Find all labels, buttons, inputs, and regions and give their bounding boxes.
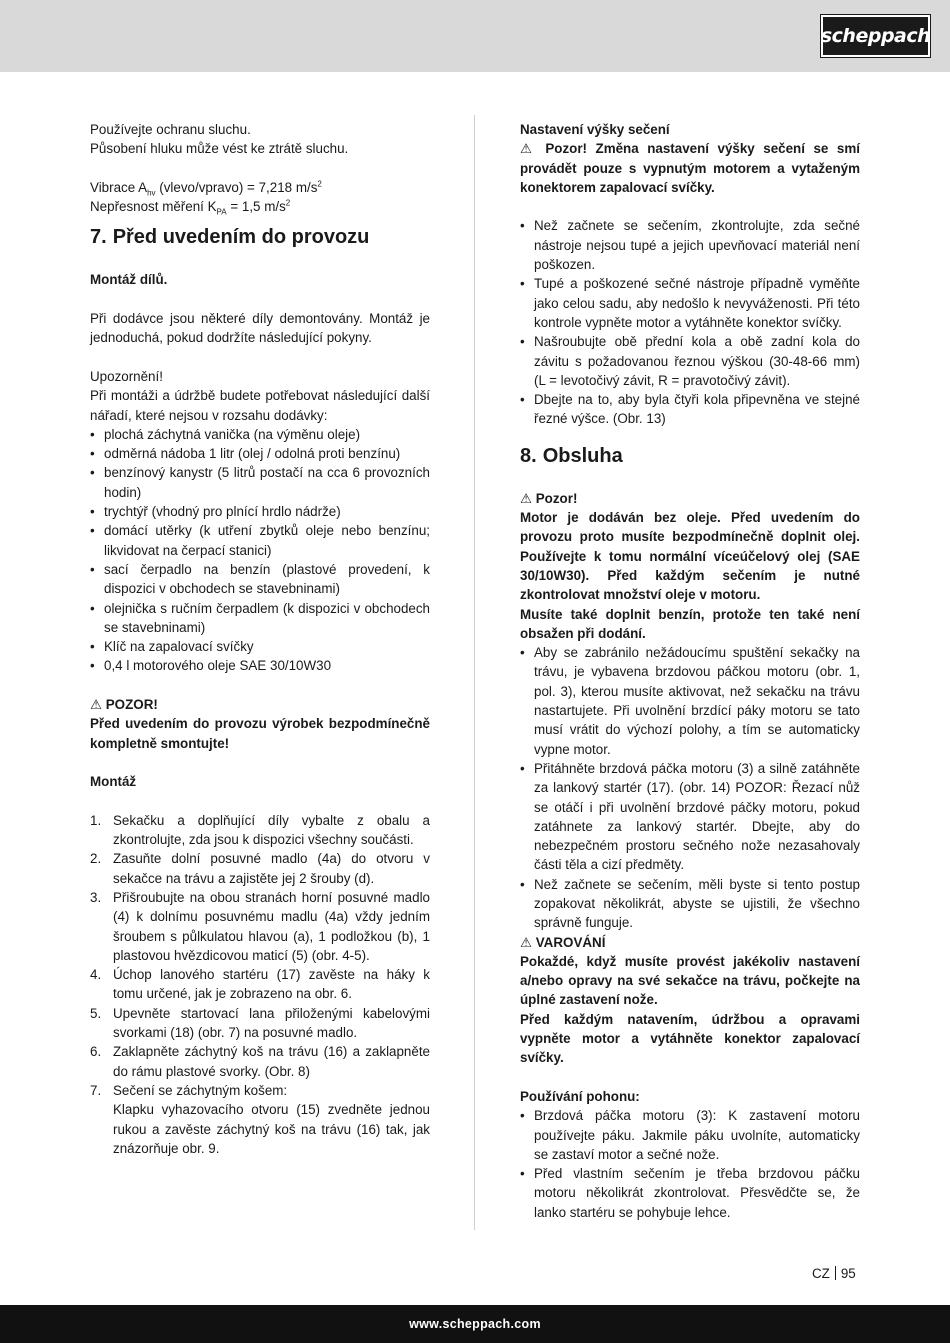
list-item: 4. Úchop lanového startéru (17) zavěste na háky k tomu určené, jak je zobrazeno na obr. 6. xyxy=(90,967,430,1002)
warning-text-1: Pokaždé, když musíte provést jakékoliv nastavení a/nebo opravy na své sekačce na trávu, počkejte na úplné zastavení nože. xyxy=(520,953,860,1008)
cutting-height-heading: Nastavení výšky sečení xyxy=(520,122,670,137)
fuel-warning-text: Musíte také doplnit benzín, protože ten také není obsažen při dodání. xyxy=(520,606,860,641)
website-link[interactable]: www.scheppach.com xyxy=(409,1317,541,1331)
list-item: • benzínový kanystr (5 litrů postačí na cca 6 provozních hodin) xyxy=(90,463,430,502)
cutting-height-warning: ⚠ Pozor! Změna nastavení výšky sečení se smí provádět pouze s vypnutým motorem a vytaženým konektorem zapalovací svíčky. xyxy=(520,141,860,195)
list-item: 6. Zaklapněte záchytný koš na trávu (16) a zaklapněte do rámu plastové svorky. (Obr. 8) xyxy=(90,1044,430,1079)
list-item: • sací čerpadlo na benzín (plastové provedení, k dispozici v obchodech se stavebninami) xyxy=(90,560,430,599)
list-item: • Než začnete se sečením, měli byste si tento postup zopakovat několikrát, abyste se ujistili, že všechno správně funguje. xyxy=(520,875,860,933)
list-item: • Před vlastním sečením je třeba brzdovou páčku motoru několikrát zkontrolovat. Přesvědčte se, že lanko startéru se pohybuje lehce. xyxy=(520,1164,860,1222)
uncertainty-value: Nepřesnost měření $K_{PA} = 1,5$ $m/s^2$ xyxy=(90,198,291,217)
assembly-heading: Montáž xyxy=(90,774,137,790)
intro-line-1: Používejte ochranu sluchu. xyxy=(90,122,251,137)
drive-usage-heading: Používání pohonu: xyxy=(520,1088,640,1104)
list-item: 1. Sekačku a doplňující díly vybalte z obalu a zkontrolujte, zda jsou k dispozici všechny součásti. xyxy=(90,812,430,848)
notice-text: Při montáži a údržbě budete potřebovat následující další nářadí, které nejsou v rozsahu dodávky: xyxy=(90,388,430,423)
list-item: • Přitáhněte brzdová páčka motoru (3) a silně zatáhněte za lankový startér (17). (obr. 14) POZOR: Řezací nůž se otáčí i při uvolnění brzdové páčky motoru, pokud zatáhnete za lankový startér. Dbejte, aby do nebezpečném prostoru sečného nože nezasahovaly části těla a cizí předměty. xyxy=(520,759,860,875)
operation-list xyxy=(520,643,860,932)
brand-logo: scheppach xyxy=(821,15,930,57)
list-item: • Dbejte na to, aby byla čtyři kola připevněna ve stejné řezné výšce. (Obr. 13) xyxy=(520,390,860,429)
page-number: CZ 95 xyxy=(812,1266,856,1281)
list-item: • domácí utěrky (k utření zbytků oleje nebo benzínu; likvidovat na čerpací stanici) xyxy=(90,521,430,560)
list-item: • Aby se zabránilo nežádoucímu spuštění sekačky na trávu, je vybavena brzdovou páčkou motoru (obr. 1, pol. 3), kterou musíte aktivovat, než sekačku na trávu nastartujete. Při uvolnění brzdící páky motoru se tato musí vrátit do výchozí polohy, a tím se automaticky vypne motor. xyxy=(520,643,860,759)
list-item: • olejnička s ručním čerpadlem (k dispozici v obchodech se stavebninami) xyxy=(90,599,430,638)
warning-heading: ⚠ VAROVÁNÍ xyxy=(520,934,606,950)
list-item: • 0,4 l motorového oleje SAE 30/10W30 xyxy=(90,656,430,675)
list-item: • Brzdová páčka motoru (3): K zastavení motoru používejte páku. Jakmile páku uvolníte, automaticky se zastaví motor a sečné nože. xyxy=(520,1106,860,1164)
list-item: • odměrná nádoba 1 litr (olej / odolná proti benzínu) xyxy=(90,444,430,463)
oil-warning-text: Motor je dodáván bez oleje. Před uvedením do provozu proto musíte bezpodmínečně doplnit olej. Používejte k tomu normální víceúčelový olej (SAE 30/10W30). Před každým sečením je nutné zkontrolovat množství oleje v motoru. xyxy=(520,510,860,603)
operation-caution-heading: ⚠ Pozor! xyxy=(520,490,578,506)
assembly-steps xyxy=(90,811,430,1158)
cutting-height-list xyxy=(520,216,860,428)
header-band xyxy=(0,0,950,72)
list-item: • plochá záchytná vanička (na výměnu oleje) xyxy=(90,425,430,444)
list-item: 5. Upevněte startovací lana přiloženými kabelovými svorkami (18) (obr. 7) na posuvné madlo. xyxy=(90,1005,430,1041)
list-item: • Než začnete se sečením, zkontrolujte, zda sečné nástroje nejsou tupé a jejich upevňovací materiál není poškozen. xyxy=(520,216,860,274)
list-item: 3. Přišroubujte na obou stranách horní posuvné madlo (4) k dolnímu posuvnému madlu (4a) vždy jedním šroubem s půlkulatou hlavou (a), 1 podložkou (b), 1 plastovou hvězdicovou maticí (5) (obr. 4-5). xyxy=(90,889,430,963)
assembly-intro-text: Při dodávce jsou některé díly demontovány. Montáž je jednoduchá, pokud dodržíte následující pokyny. xyxy=(90,311,430,346)
tools-list xyxy=(90,425,430,676)
warning-icon: ⚠ xyxy=(90,697,103,713)
vibration-value: Vibrace $A_{hv}$ (vlevo/vpravo) = 7,218 $m/s^2$ xyxy=(90,179,322,198)
warning-icon: ⚠ xyxy=(520,141,537,157)
warning-text-2: Před každým natavením, údržbou a opravami vypněte motor a vytáhněte konektor zapalovací svíčky. xyxy=(520,1011,860,1066)
list-item: 2. Zasuňte dolní posuvné madlo (4a) do otvoru v sekačce na trávu a zajistěte jej 2 šrouby (d). xyxy=(90,851,430,886)
list-item: • trychtýř (vhodný pro plnící hrdlo nádrže) xyxy=(90,502,430,521)
list-item: • Tupé a poškozené sečné nástroje případně vyměňte jako celou sadu, aby nedošlo k nevyváženosti. Při této kontrole vypněte motor a vytáhněte konektor svíčky. xyxy=(520,274,860,332)
right-column xyxy=(520,120,860,1222)
list-item: 7. Sečení se záchytným košem: Klapku vyhazovacího otvoru (15) zvedněte jednou rukou a zavěste záchytný koš na trávu (16) tak, jak znázorňuje obr. 9. xyxy=(90,1082,430,1156)
warning-icon: ⚠ xyxy=(520,934,533,950)
column-divider xyxy=(474,115,475,1230)
list-item: • Našroubujte obě přední kola a obě zadní kola do závitu s požadovanou řeznou výškou (30-48-66 mm) (L = levotočivý závit, R = pravotočivý závit). xyxy=(520,332,860,390)
footer-band xyxy=(0,1305,950,1343)
caution-heading: ⚠ POZOR! xyxy=(90,697,158,713)
caution-text: Před uvedením do provozu výrobek bezpodmínečně kompletně smontujte! xyxy=(90,716,430,751)
section-8-heading: 8. Obsluha xyxy=(520,444,623,467)
drive-usage-list xyxy=(520,1106,860,1222)
warning-icon: ⚠ xyxy=(520,490,533,506)
intro-line-2: Působení hluku může vést ke ztrátě sluchu. xyxy=(90,141,349,157)
notice-label: Upozornění! xyxy=(90,368,163,384)
assembly-parts-heading: Montáž dílů. xyxy=(90,272,168,288)
left-column xyxy=(90,120,430,1158)
list-item: • Klíč na zapalovací svíčky xyxy=(90,637,430,656)
section-7-heading: 7. Před uvedením do provozu xyxy=(90,226,370,249)
